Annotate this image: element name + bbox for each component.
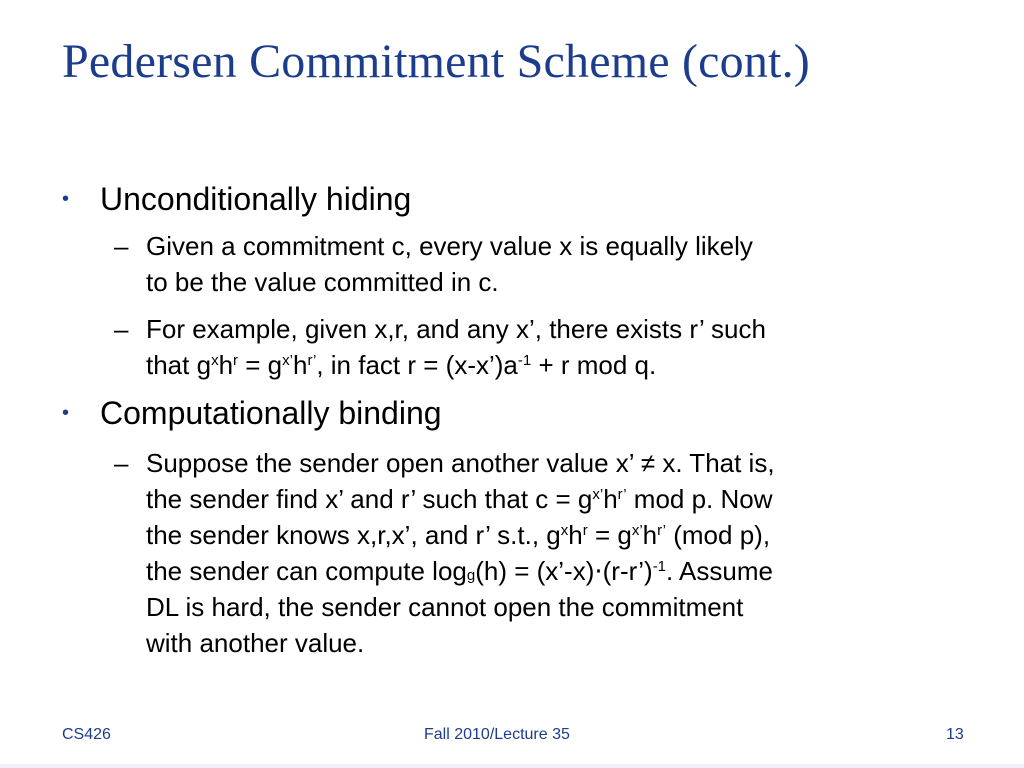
- bullet-marker: •: [62, 402, 70, 424]
- footer-course: CS426: [62, 726, 111, 743]
- footer-lecture: Fall 2010/Lecture 35: [424, 726, 570, 743]
- slide-title: Pedersen Commitment Scheme (cont.): [62, 35, 810, 88]
- bottom-divider: [0, 764, 1024, 768]
- footer-page-number: 13: [946, 726, 964, 743]
- sub-bullet-dash: –: [114, 448, 129, 478]
- formula-line: the sender find x’ and r’ such that $c = g^{x’}h^{r’}$ mod p. Now: [146, 484, 773, 514]
- sub-bullet-line: For example, given x,r, and any x’, there exists r’ such: [146, 314, 766, 344]
- formula-line: the sender knows x,r,x’, and r’ s.t., $g^xh^r = g^{x’}h^{r’}$ (mod p),: [146, 520, 771, 550]
- sub-bullet-line: DL is hard, the sender cannot open the commitment: [146, 592, 744, 622]
- bullet-text: Unconditionally hiding: [100, 181, 412, 217]
- sub-bullet-line: with another value.: [146, 628, 365, 658]
- sub-bullet-dash: –: [114, 314, 129, 344]
- sub-bullet-line: Suppose the sender open another value x’ ≠ x. That is,: [146, 448, 775, 478]
- sub-bullet-dash: –: [114, 231, 129, 261]
- sub-bullet-line: Given a commitment c, every value x is equally likely: [146, 231, 753, 261]
- formula-line: that $g^xh^r = g^{x’}h^{r’}$, in fact $r = (x-x’)a^{-1} + r$ mod q.: [146, 350, 657, 380]
- bullet-text: Computationally binding: [100, 395, 442, 431]
- sub-bullet-line: to be the value committed in c.: [146, 267, 499, 297]
- formula-line: the sender can compute $\log_g(h)$ = (x’-x)⋅(r-r’)$^{-1}$. Assume: [146, 556, 773, 586]
- bullet-marker: •: [62, 188, 70, 210]
